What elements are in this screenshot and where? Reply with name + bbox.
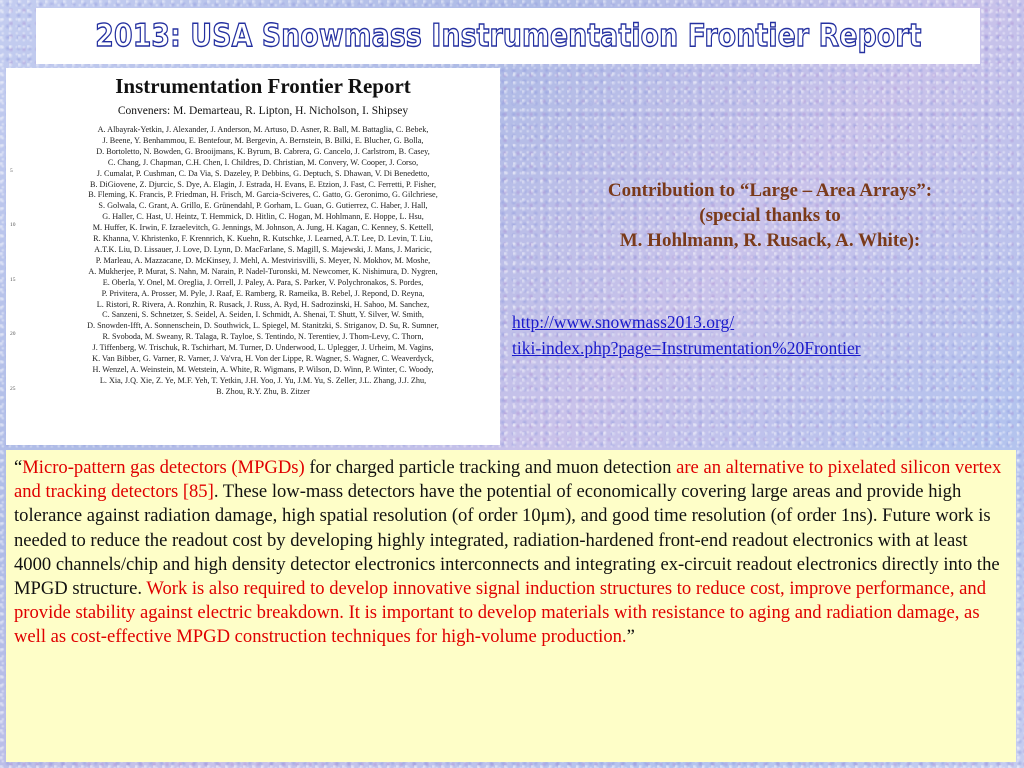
author-line: J. Tiffenberg, W. Trischuk, R. Tschirhart, M. Turner, D. Underwood, L. Uplegger, J. Urheim, M. Vagins,: [92, 343, 434, 353]
paper-title: Instrumentation Frontier Report: [115, 74, 411, 98]
line-number: 15: [10, 276, 16, 283]
author-line: B. Zhou, R.Y. Zhu, B. Zitzer: [216, 386, 310, 396]
line-number: 5: [10, 167, 13, 174]
author-line: P. Marleau, A. Mazzacane, D. McKinsey, J. Mehl, A. Mestvirisvilli, S. Meyer, N. Mokhov, M. Moshe,: [95, 255, 431, 265]
author-line: C. Chang, J. Chapman, C.H. Chen, I. Childres, D. Christian, M. Convery, W. Cooper, J. Corso,: [107, 157, 419, 167]
line-number: 25: [10, 385, 16, 392]
paper-line-numbers: [10, 68, 26, 445]
author-line: G. Haller, C. Hast, U. Heintz, T. Hemmick, D. Hitlin, C. Hogan, M. Hohlmann, E. Hoppe, L. Hsu,: [102, 212, 424, 222]
author-line: B. DiGiovene, Z. Djurcic, S. Dye, A. Elagin, J. Estrada, H. Evans, E. Etzion, J. Fast, C. Ferretti, P. Fisher,: [89, 179, 436, 189]
quote-open: “: [14, 457, 23, 478]
quote-highlight-work: Work is also required to develop innovative signal induction structures to reduce cost, improve performance, and provide stability against electric breakdown. It is important to develop materials with resistance to aging and radiation damage, as well as cost-effective MPGD construction techniques for high-volume production.: [14, 578, 987, 648]
title-banner: [36, 8, 980, 64]
author-line: E. Oberla, Y. Onel, M. Oreglia, J. Orrell, J. Paley, A. Para, S. Parker, V. Polychronakos, S. Pordes,: [102, 277, 424, 287]
author-line: P. Privitera, A. Prosser, M. Pyle, J. Raaf, E. Ramberg, R. Rameika, B. Rebel, J. Repond, D. Reyna,: [101, 288, 425, 298]
paper-excerpt: [6, 68, 500, 445]
line-number: 10: [10, 222, 16, 229]
snowmass-link-line-1[interactable]: http://www.snowmass2013.org/: [512, 312, 735, 332]
author-line: S. Golwala, C. Grant, A. Grillo, E. Grünendahl, P. Gorham, L. Guan, G. Gutierrez, C. Haber, J. Hall,: [98, 201, 428, 211]
author-line: B. Fleming, K. Francis, P. Friedman, H. Frisch, M. Garcia-Sciveres, C. Gatto, G. Geronimo, G. Gilchriese,: [88, 190, 438, 200]
quote-text-1: for charged particle tracking and muon detection: [304, 457, 677, 478]
snowmass-link-line-2[interactable]: tiki-index.php?page=Instrumentation%20Frontier: [512, 338, 861, 358]
author-line: D. Bortoletto, N. Bowden, G. Brooijmans, K. Byrum, B. Cabrera, G. Cancelo, J. Carlstrom, B. Casey,: [96, 146, 430, 156]
contribution-line-2: (special thanks to: [699, 205, 841, 226]
author-line: A. Albayrak-Yetkin, J. Alexander, J. Anderson, M. Artuso, D. Asner, R. Ball, M. Battaglia, C. Bebek,: [97, 125, 429, 134]
quote-close: ”: [626, 626, 635, 648]
author-line: A.T.K. Liu, D. Lissauer, J. Love, D. Lynn, D. MacFarlane, S. Magill, S. Majewski, J. Mans, J. Maricic,: [94, 244, 432, 254]
author-line: K. Van Bibber, G. Varner, R. Varner, J. Va'vra, H. Von der Lippe, R. Wagner, S. Wagner, C. Weaverdyck,: [92, 354, 434, 364]
quote-highlight-mpgd: Micro-pattern gas detectors (MPGDs): [22, 457, 305, 478]
author-line: J. Cumalat, P. Cushman, C. Da Via, S. Dazeley, P. Debbins, G. Deptuch, S. Dhawan, V. Di Benedetto,: [96, 168, 430, 178]
quote-box: [6, 450, 1016, 762]
slide-title: 2013: USA Snowmass Instrumentation Frontier Report: [94, 18, 922, 54]
author-line: H. Wenzel, A. Weinstein, M. Wetstein, A. White, R. Wigmans, P. Wilson, D. Winn, P. Winter, C. Woody,: [92, 364, 434, 374]
contribution-line-3: M. Hohlmann, R. Rusack, A. White):: [619, 230, 921, 251]
author-line: J. Beene, Y. Benhammou, E. Bentefour, M. Bergevin, A. Bernstein, B. Bilki, E. Blucher, G. Bolla,: [102, 135, 424, 145]
contribution-line-1: Contribution to “Large – Area Arrays”:: [607, 180, 933, 201]
author-line: R. Svoboda, M. Sweany, R. Talaga, R. Tayloe, S. Tentindo, N. Terentiev, J. Thom-Levy, C. Thorn,: [102, 332, 424, 342]
author-line: A. Mukherjee, P. Murat, S. Nahn, M. Narain, P. Nadel-Turonski, M. Newcomer, K. Nishimura, D. Nygren,: [88, 266, 438, 276]
paper-conveners: Conveners: M. Demarteau, R. Lipton, H. Nicholson, I. Shipsey: [117, 105, 409, 117]
author-line: L. Xia, J.Q. Xie, Z. Ye, M.F. Yeh, T. Yetkin, J.H. Yoo, J. Yu, J.M. Yu, S. Zeller, J.L. Zhang, J.J. Zhu,: [99, 375, 427, 385]
contribution-note: [520, 178, 1020, 253]
author-line: M. Huffer, K. Irwin, F. Izraelevitch, G. Jennings, M. Johnson, A. Jung, H. Kagan, C. Kenney, S. Kettell,: [92, 223, 434, 233]
author-line: D. Snowden-Ifft, A. Sonnenschein, D. Southwick, L. Spiegel, M. Stanitzki, S. Striganov, D. Su, R. Sumner,: [87, 321, 439, 331]
author-line: C. Sanzeni, S. Schnetzer, S. Seidel, A. Seiden, I. Schmidt, A. Shenai, T. Shutt, Y. Silver, W. Smith,: [102, 310, 424, 320]
author-line: R. Khanna, V. Khristenko, F. Krennrich, K. Kuehn, R. Kutschke, J. Learned, A.T. Lee, D. Levin, T. Liu,: [93, 234, 433, 244]
paper-author-list: [34, 125, 492, 398]
line-number: 20: [10, 331, 16, 338]
quote-text-2: . These low-mass detectors have the potential of economically covering large areas and provide high tolerance against radiation damage, high spatial resolution (of order 10μm), and good time resolution (of order 1ns). Future work is needed to reduce the readout cost by developing highly integrated, radiation-hardened front-end readout electronics with at least 4000 channels/chip and high density detector electronics interconnects and integrating ex-circuit readout electronics directly into the MPGD structure.: [14, 481, 1000, 600]
author-line: L. Ristori, R. Rivera, A. Ronzhin, R. Rusack, J. Russ, A. Ryd, H. Sadrozinski, H. Sahoo, M. Sanchez,: [96, 299, 430, 309]
quote-highlight-alternative: are an alternative to pixelated silicon vertex and tracking detectors [85]: [14, 457, 1002, 503]
